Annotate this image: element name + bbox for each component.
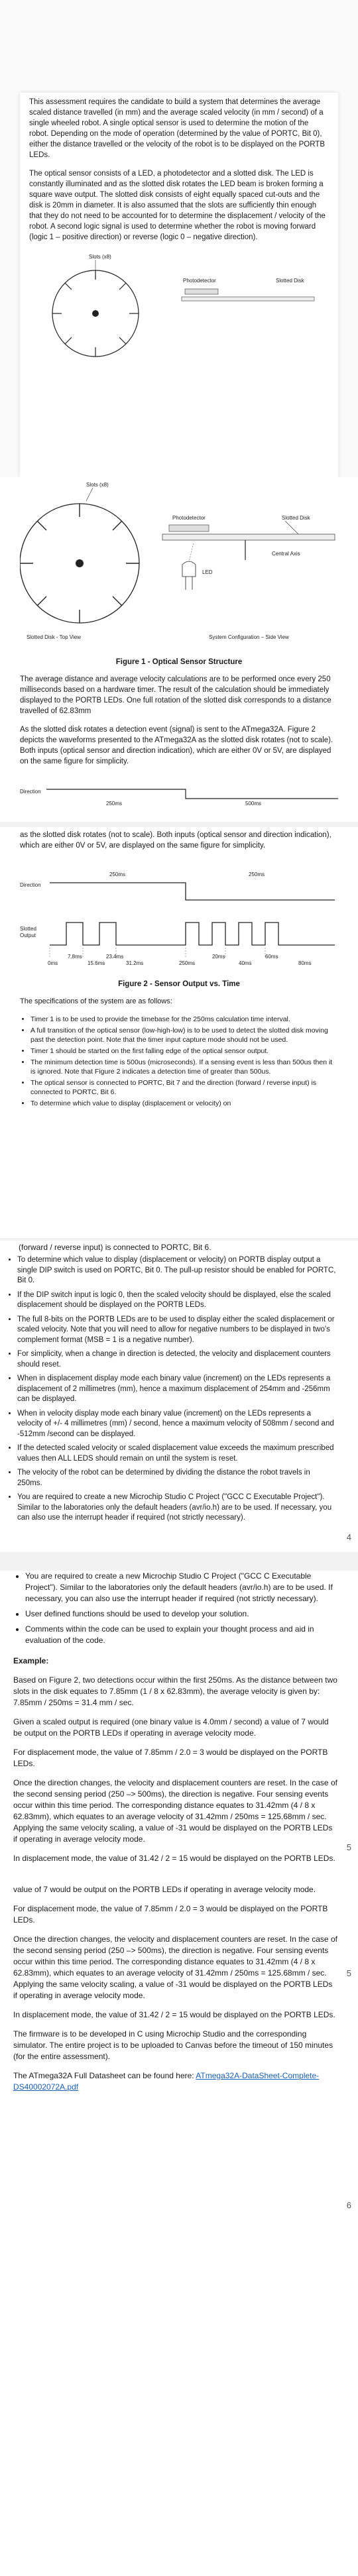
figure-1-top-illustration: [29, 251, 329, 363]
spec-item: • Timer 1 is to be used to provide the timebase for the 250ms calculation time interval.: [30, 1015, 338, 1024]
slotted-disk-side-view: [162, 534, 335, 540]
svg-text:250ms: 250ms: [106, 801, 123, 807]
final-paragraph-4: Once the direction changes, the velocity and displacement counters are reset. In the case of the second sensing period (250 –> 500ms), the direction is negative. Four sensing events occur within this time period. The corresponding distance equates to 31.42mm (4 / 8 x 62.83mm), which equates to an average velocity of 31.42mm / 250ms = 125.68mm / sec. Applying the same velocity scaling, a value of -31 would be displayed on the PORTB LEDs if operating in average velocity mode.: [13, 1934, 337, 2000]
specs-heading: The specifications of the system are as follows:: [20, 997, 172, 1005]
fig1-label-photodetector: Photodetector: [183, 278, 216, 284]
section-intro: [0, 0, 358, 477]
divider-band-3: [0, 1552, 358, 1571]
svg-text:80ms: 80ms: [298, 960, 312, 966]
specs3-list: [13, 1571, 338, 1646]
svg-text:40ms: 40ms: [239, 960, 252, 966]
page-number-5b: 5: [346, 1968, 351, 1978]
fig1-label-photodetector-2: Photodetector: [172, 515, 206, 521]
svg-text:7.8ms: 7.8ms: [68, 954, 82, 960]
page-4: [5, 1242, 337, 1551]
figure-1-caption: Figure 1 - Optical Sensor Structure: [115, 658, 243, 666]
spec-item: • The minimum detection time is 500us (microseconds). If a sensing event is less than 500us then it is ignored. Note that Figure 2 indicates a detection time of greater than 500us.: [30, 1058, 338, 1076]
calc-paragraph-2-repeat: as the slotted disk rotates (not to scale). Both inputs (optical sensor and direction indication), which are either 0V or 5V, are displayed on the same figure for simplicity.: [20, 831, 331, 850]
example-paragraph-1: Based on Figure 2, two detections occur within the first 250ms. As the distance between two slots in the disk equates to 7.85mm (1 / 8 x 62.83mm), the average velocity is given by: 7.85mm / 250ms = 31.4 mm / sec.: [13, 1675, 337, 1707]
spec2-item: • If the detected scaled velocity or scaled displacement value exceeds the maximum prescribed values then ALL LEDS should remain on until the system is reset.: [17, 1443, 337, 1464]
datasheet-prefix: The ATmega32A Full Datasheet can be found here:: [13, 2071, 196, 2080]
specs2-list: [5, 1255, 337, 1524]
svg-text:250ms: 250ms: [249, 871, 265, 877]
fig1-label-side-view: System Configuration – Side View: [209, 634, 289, 640]
figure-2-caption: Figure 2 - Sensor Output vs. Time: [118, 980, 240, 988]
page-number-5a: 5: [346, 1842, 351, 1852]
spec2-item: • You are required to create a new Microchip Studio C Project ("GCC C Executable Project"). Similar to the laboratories only the default headers (avr/io.h) are to be used. If necessary, you can also use the interrupt header if required (not strictly necessary).: [17, 1492, 337, 1524]
spec-item: • A full transition of the optical sensor (low-high-low) is to be used to detect the slotted disk moving past the detection point. Note that the timer input capture mode should not be used.: [30, 1026, 338, 1044]
page-intro: [20, 93, 338, 477]
fig1-label-central-axis: Central Axis: [272, 551, 300, 557]
fig2-label-direction: Direction: [20, 882, 41, 888]
section-figure1: [0, 477, 358, 822]
section-example: [0, 1571, 358, 2240]
page-5: [13, 1571, 338, 2240]
spec2-item: • When in velocity display mode each binary value (increment) on the LEDs represents a velocity of +/- 4 millimetres (mm) / second, hence a maximum velocity of 508mm / second and -512mm /second can be displayed.: [17, 1409, 337, 1440]
svg-text:0ms: 0ms: [48, 960, 58, 966]
example-cut-line: value of 7 would be output on the PORTB LEDs if operating in average velocity mode.: [13, 1885, 316, 1894]
page-number-4: 4: [346, 1532, 351, 1542]
svg-text:15.6ms: 15.6ms: [88, 960, 105, 966]
spec-item: • To determine which value to display (displacement or velocity) on: [30, 1099, 338, 1108]
spec2-item: • For simplicity, when a change in direction is detected, the velocity and displacement counters should reset.: [17, 1349, 337, 1370]
spec-item: • The optical sensor is connected to PORTC, Bit 7 and the direction (forward / reverse input) is connected to PORTC, Bit 6.: [30, 1078, 338, 1097]
section-specs-page4: [0, 1241, 358, 1552]
fig1-label-slotted-disk-2: Slotted Disk: [282, 515, 310, 521]
spec3-item: • User defined functions should be used to develop your solution.: [25, 1608, 338, 1620]
specs2-first-line: (forward / reverse input) is connected to PORTC, Bit 6.: [19, 1243, 211, 1252]
spec2-item: • The full 8-bits on the PORTB LEDs are to be used to display either the scaled displacement or scaled velocity. Note that you will need to allow for negative numbers to be displayed in two's complement format (MSB = 1 is a negative number).: [17, 1315, 337, 1346]
svg-text:20ms: 20ms: [212, 954, 225, 960]
spec2-item: • When in displacement display mode each binary value (increment) on the LEDs represents a displacement of 2 millimetres (mm), hence a maximum displacement of 254mm and -256mm can be displayed.: [17, 1374, 337, 1405]
intro-paragraph-1: This assessment requires the candidate to build a system that determines the average scaled distance travelled (in mm) and the average scaled velocity (in mm / second) of a single wheeled robot. A single optical sensor is used to determine the motion of the robot. Depending on the mode of operation (determined by the value of PORTC, Bit 0), either the distance travelled or the velocity of the robot is to be displayed on the PORTB LEDs.: [29, 98, 325, 159]
svg-text:31.2ms: 31.2ms: [126, 960, 144, 966]
page-figure2: [20, 830, 338, 1238]
intro-paragraph-2: The optical sensor consists of a LED, a photodetector and a slotted disk. The LED is constantly illuminated and as the slotted disk rotates the LED beam is broken forming a square wave output. The slotted disk consists of eight equally spaced cut-outs and the disk is 20mm in diameter. It is also assumed that the slots are sufficiently thin enough that they do not need to be accounted for to determine the displacement / velocity of the robot. A second logic signal is used to determine whether the robot is moving forward (logic 1 – positive direction) or reverse (logic 0 – negative direction).: [29, 170, 326, 241]
figure-2-waveform: [20, 859, 338, 972]
calc-paragraph-2: As the slotted disk rotates a detection event (signal) is sent to the ATmega32A. Figure 2 depicts the waveforms presented to the ATmega32A as the slotted disk rotates (not to scale). Both inputs (optical sensor and direction indication), which are either 0V or 5V, are displayed on the same figure for simplicity.: [20, 726, 333, 765]
example-paragraph-2: Given a scaled output is required (one binary value is 4.0mm / second) a value of 7 would be output on the PORTB LEDs if operating in average velocity mode.: [13, 1717, 329, 1738]
svg-text:250ms: 250ms: [179, 960, 196, 966]
example-heading: Example:: [13, 1656, 49, 1665]
section-figure2: [0, 827, 358, 1238]
spec3-item: • You are required to create a new Microchip Studio C Project ("GCC C Executable Project"). Similar to the laboratories only the default headers (avr/io.h) are to be used. If necessary, you can also use the interrupt header if required (not strictly necessary).: [25, 1571, 338, 1604]
final-paragraph-6: The firmware is to be developed in C using Microchip Studio and the corresponding simulator. The entire project is to be uploaded to Canvas before the timeout of 150 minutes (for the entire assessment).: [13, 2029, 333, 2061]
example-paragraph-3: For displacement mode, the value of 7.85mm / 2.0 = 3 would be displayed on the PORTB LEDs.: [13, 1748, 328, 1768]
final-paragraph-5: In displacement mode, the value of 31.42 / 2 = 15 would be displayed on the PORTB LEDs.: [13, 2010, 335, 2019]
spec-item: • Timer 1 should be started on the first falling edge of the optical sensor output.: [30, 1046, 338, 1056]
spec3-item: • Comments within the code can be used to explain your thought process and aid in evaluation of the code.: [25, 1624, 338, 1646]
fig2-label-slotted-output-2: Output: [20, 932, 36, 938]
datasheet-paragraph: [13, 2070, 338, 2093]
svg-text:250ms: 250ms: [109, 871, 126, 877]
fig1-label-led: LED: [202, 569, 213, 575]
fig1-label-top-view: Slotted Disk - Top View: [27, 634, 81, 640]
datasheet-link[interactable]: ATmega32A-DataSheet-Complete-DS40002072A.pdf: [13, 2071, 320, 2092]
specs-list: [20, 1015, 338, 1108]
spec2-item: • If the DIP switch input is logic 0, then the scaled velocity should be displayed, else the scaled displacement should be displayed on the PORTB LEDs.: [17, 1290, 337, 1311]
svg-text:Direction: Direction: [20, 789, 41, 795]
divider-band-1: [0, 822, 358, 827]
svg-text:500ms: 500ms: [245, 801, 262, 807]
figure-2-preview: [20, 775, 338, 808]
fig1-label-slotted-disk: Slotted Disk: [276, 278, 304, 284]
fig2-label-slotted-output-1: Slotted: [20, 926, 36, 932]
svg-text:23.4ms: 23.4ms: [106, 954, 124, 960]
final-paragraph-3: For displacement mode, the value of 7.85mm / 2.0 = 3 would be displayed on the PORTB LEDs.: [13, 1904, 328, 1925]
spec2-item: • The velocity of the robot can be determined by dividing the distance the robot travels in 250ms.: [17, 1468, 337, 1488]
fig1-label-slots: Slots (x8): [86, 482, 109, 488]
example-paragraph-4: Once the direction changes, the velocity and displacement counters are reset. In the case of the second sensing period (250 –> 500ms), the direction is negative. Four sensing events occur within this time period. The corresponding distance equates to 31.42mm (4 / 8 x 62.83mm), which equates to an average velocity of 31.42mm / 250ms = 125.68mm / sec. Applying the same velocity scaling, a value of -31 would be displayed on the PORTB LEDs if operating in average velocity mode.: [13, 1778, 337, 1844]
svg-text:60ms: 60ms: [265, 954, 278, 960]
example-paragraph-5: In displacement mode, the value of 31.42 / 2 = 15 would be displayed on the PORTB LEDs.: [13, 1854, 335, 1863]
page-figure1: [20, 477, 338, 822]
page-number-6: 6: [346, 2200, 351, 2210]
figure-1-diagram: [20, 477, 338, 649]
calc-paragraph-1: The average distance and average velocity calculations are to be performed once every 250 milliseconds based on a hardware timer. The result of the calculation should be immediately displayed to the PORTB LEDs. One full rotation of the slotted disk corresponds to a distance travelled of 62.83mm: [20, 675, 331, 715]
fig1-label-slots-top: Slots (x8): [89, 254, 111, 260]
spec2-item: • To determine which value to display (displacement or velocity) on PORTB display output a single DIP switch is used on PORTC, Bit 0. The pull-up resistor should be enabled for PORTC, Bit 0.: [17, 1255, 337, 1286]
